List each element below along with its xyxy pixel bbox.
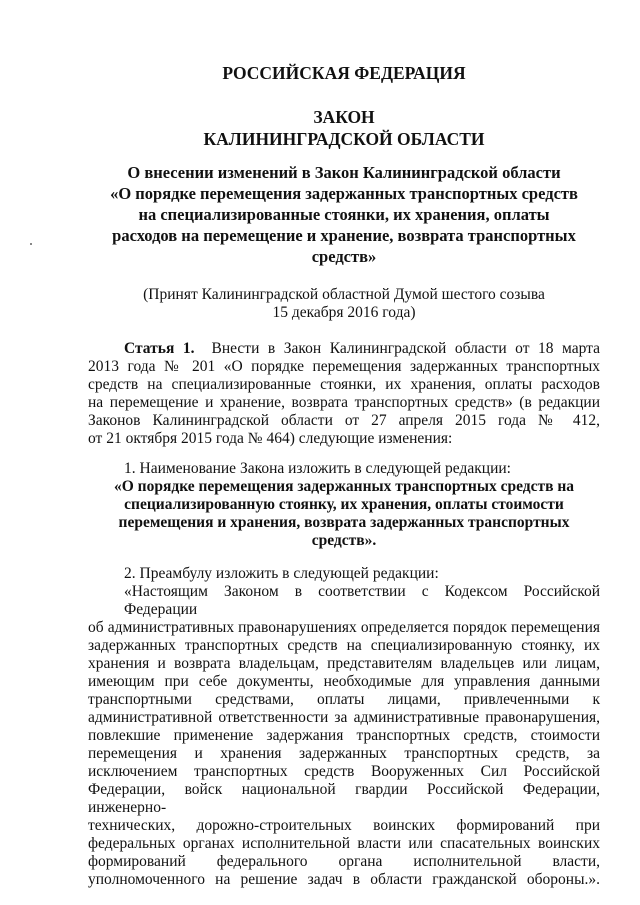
item-2-line: повлекшие применение задержания транспортных средств, стоимости <box>88 727 600 744</box>
law-title-line: расходов на перемещение и хранение, возврата транспортных <box>112 226 576 245</box>
item-1-new-title: специализированную стоянку, их хранения, оплаты стоимости <box>124 496 564 513</box>
item-2-line: «Настоящим Законом в соответствии с Кодексом Российской Федерации <box>124 583 600 618</box>
item-1-new-title: средств». <box>311 532 377 549</box>
law-title <box>88 162 600 267</box>
item-2-line: административной ответственности за административные правонарушения, <box>88 709 600 726</box>
adoption-line: (Принят Калининградской областной Думой шестого созыва <box>143 286 545 303</box>
article-1-line: Законов Калининградской области от 27 апреля 2015 года № 412, <box>88 412 600 429</box>
article-label: Статья 1. <box>124 340 195 357</box>
law-title-line: средств» <box>311 247 377 266</box>
article-1-first-line <box>88 340 600 358</box>
adoption-line: 15 декабря 2016 года) <box>272 304 416 321</box>
law-title-line: О внесении изменений в Закон Калининградской области <box>127 163 561 182</box>
item-2-line: об административных правонарушениях определяется порядок перемещения <box>88 619 600 636</box>
adoption-note <box>88 286 600 322</box>
law-heading <box>88 106 600 150</box>
law-title-line: на специализированные стоянки, их хранения, оплаты <box>138 205 550 224</box>
law-title-line: «О порядке перемещения задержанных транспортных средств <box>110 184 578 203</box>
item-2-line: исключением транспортных средств Вооруженных Сил Российской <box>88 763 600 780</box>
item-1-new-title: перемещения и хранения, возврата задержанных транспортных <box>118 514 570 531</box>
item-1-intro: 1. Наименование Закона изложить в следующей редакции: <box>124 460 511 477</box>
item-2-line: уполномоченного на решение задач в области гражданской обороны.». <box>88 871 600 888</box>
article-1-line: от 21 октября 2015 года № 464) следующие изменения: <box>88 430 453 447</box>
article-1-line: средств на специализированные стоянки, их хранения, оплаты расходов <box>88 376 600 393</box>
article-1 <box>88 340 600 448</box>
item-2-line: перемещения и хранения задержанных транспортных средств, за <box>88 745 600 762</box>
item-2-intro: 2. Преамбулу изложить в следующей редакции: <box>124 565 439 582</box>
item-2-line: имеющим при себе документы, необходимые для управления данными <box>88 673 600 690</box>
scan-speck <box>30 243 32 245</box>
item-2-line: федеральных органах исполнительной власти или спасательных воинских <box>88 835 600 852</box>
article-1-line: 2013 года № 201 «О порядке перемещения задержанных транспортных <box>88 358 600 375</box>
item-2-line: хранения и возврата владельцам, представителям владельцев или лицам, <box>88 655 600 672</box>
law-heading-line-1: ЗАКОН <box>313 107 375 127</box>
item-2-line: задержанных транспортных средств на специализированную стоянку, их <box>88 637 600 654</box>
item-1-new-title: «О порядке перемещения задержанных транспортных средств на <box>113 478 575 495</box>
item-1 <box>88 460 600 550</box>
article-1-line: на перемещение и хранение, возврата транспортных средств» (в редакции <box>88 394 600 411</box>
law-heading-line-2: КАЛИНИНГРАДСКОЙ ОБЛАСТИ <box>203 129 485 149</box>
item-2-line: формирований федерального органа исполнительной власти, <box>88 853 600 870</box>
federation-text: РОССИЙСКАЯ ФЕДЕРАЦИЯ <box>222 63 466 83</box>
item-2 <box>88 565 600 889</box>
federation-heading <box>88 62 600 84</box>
item-2-line: транспортными средствами, оплаты лицами, привлеченными к <box>88 691 600 708</box>
item-2-line: Федерации, войск национальной гвардии Российской Федерации, инженерно- <box>88 781 600 816</box>
article-1-text: Внести в Закон Калининградской области от 18 марта <box>211 340 600 357</box>
item-2-line: технических, дорожно-строительных воинских формирований при <box>88 817 600 834</box>
